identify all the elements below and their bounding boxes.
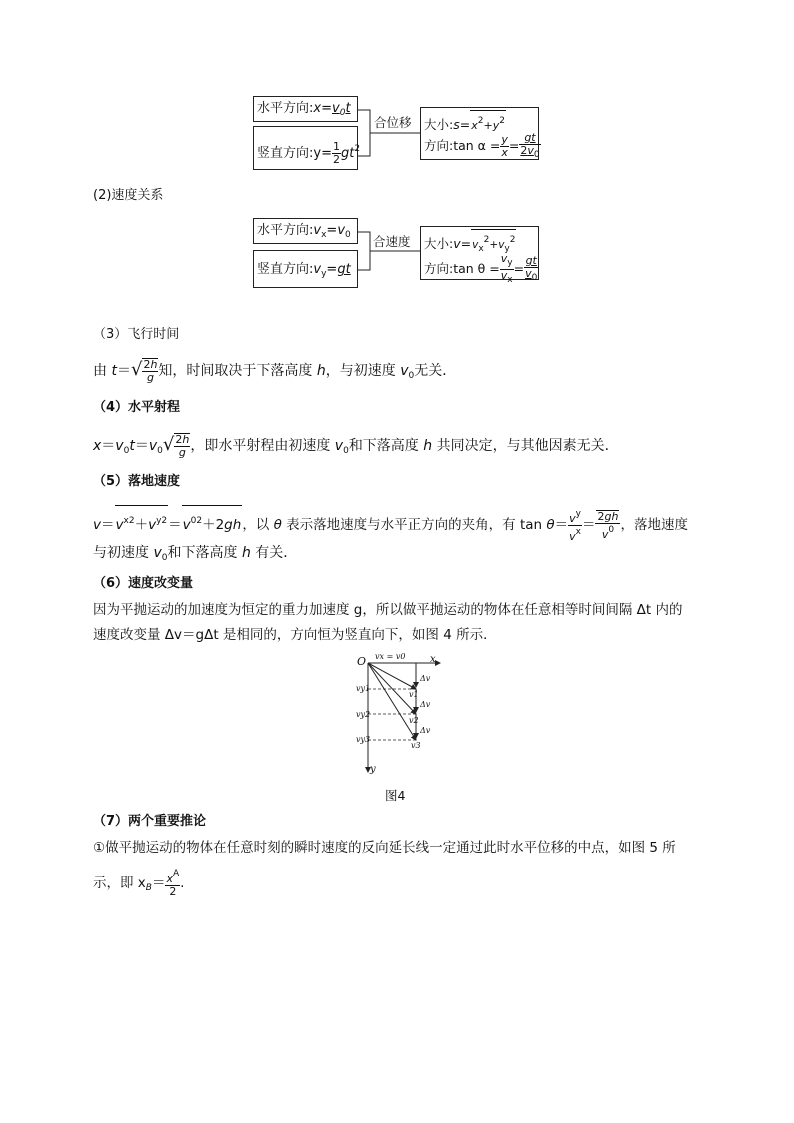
v1-vector xyxy=(368,663,416,689)
fig4-origin: O xyxy=(357,655,367,668)
fig4-x-label: x xyxy=(430,654,436,665)
disp-magnitude-text: 大小$:s=x^2+y^2$ xyxy=(424,110,506,136)
fig4-dv3-label: Δv xyxy=(420,726,431,735)
v2-vector xyxy=(368,663,416,714)
v3-vector xyxy=(368,663,416,740)
disp-combine-label: 合位移 xyxy=(374,115,412,130)
section3-text: 由 t＝√ $\frac{2h}{g}$ 知，时间取决于下落高度 h，与初速度 $v_0$无关． xyxy=(93,358,457,384)
fig4-top-label: vx = v0 xyxy=(375,652,406,661)
vel-magnitude-text: 大小:v=vx2+vy2 xyxy=(424,229,516,259)
fig4-dv2-label: Δv xyxy=(420,700,431,709)
section6-line1: 因为平抛运动的加速度为恒定的重力加速度 g，所以做平抛运动的物体在任意相等时间间隔 Δt 内的 xyxy=(93,602,683,618)
vel-horizontal-text: 水平方向$:v_x=v_0$ xyxy=(257,223,351,240)
fig4-v3-label: v3 xyxy=(411,741,421,750)
section4-heading: （4）水平射程 xyxy=(93,400,181,415)
section6-heading: （6）速度改变量 xyxy=(93,576,194,591)
disp-horizontal-text: 水平方向$:x=v_0t$ xyxy=(257,101,351,118)
section6-line2: 速度改变量 Δv＝gΔt 是相同的，方向恒为竖直向下，如图 4 所示． xyxy=(93,627,497,643)
section7-heading: （7）两个重要推论 xyxy=(93,814,207,829)
disp-vertical-box xyxy=(253,126,361,170)
section3-heading: （3）飞行时间 xyxy=(93,327,180,342)
fig4-vy2-label: vy2 xyxy=(356,710,371,719)
section7-line2: 示，即 $x_B=$ $\frac{x^A}{2}$ . xyxy=(93,869,185,898)
vel-vertical-box xyxy=(253,250,358,288)
disp-result-box xyxy=(420,107,539,160)
fig4-y-label: y xyxy=(370,764,376,775)
section2-heading: (2)速度关系 xyxy=(93,188,164,203)
vel-vertical-text: 竖直方向$:v_y=gt$ xyxy=(257,262,351,279)
fig4-vy1-label: vy1 xyxy=(356,684,371,693)
fig4-v1-label: v1 xyxy=(409,690,419,699)
disp-direction-text: 方向:tan α = $\frac{y}{x}$ = $\frac{gt}{2v_0}$ xyxy=(424,131,540,160)
disp-horizontal-box xyxy=(253,96,358,122)
vel-combine-label: 合速度 xyxy=(373,234,411,249)
section5-heading: （5）落地速度 xyxy=(93,474,181,489)
vel-result-box xyxy=(420,226,539,285)
section4-text: $x=v_0t=v_0√$ $\frac{2h}{g}$ ，即水平射程由初速度 $v_0$和下落高度 h 共同决定，与其他因素无关． xyxy=(93,433,619,459)
section5-line2: 与初速度 $v_0$和下落高度 h 有关． xyxy=(93,545,298,563)
section7-line1: ①做平抛运动的物体在任意时刻的瞬时速度的反向延长线一定通过此时水平位移的中点，如图 5 所 xyxy=(93,840,676,856)
fig4-v2-label: v2 xyxy=(409,716,419,725)
figure4-caption: 图4 xyxy=(385,788,406,803)
vel-horizontal-box xyxy=(253,218,358,244)
section5-line1: $v=v^{x2}+v^{y2}=v^{02}+2gh$，以 θ 表示落地速度与水平正方向的夹角，有 tan θ＝ $\frac{v^y}{v^x}$ ＝ $\frac{2gh}{v^0}$ ，落地速度 xyxy=(93,505,688,543)
fig4-vy3-label: vy3 xyxy=(356,735,371,744)
vel-direction-text: 方向:tan θ = $\frac{v_y}{v_x}$ = $\frac{gt}{v_0}$ xyxy=(424,252,538,285)
fig4-dv1-label: Δv xyxy=(420,674,431,683)
disp-vertical-text: 竖直方向:y= $\frac{1}{2}$ $gt^2$ xyxy=(257,140,361,166)
